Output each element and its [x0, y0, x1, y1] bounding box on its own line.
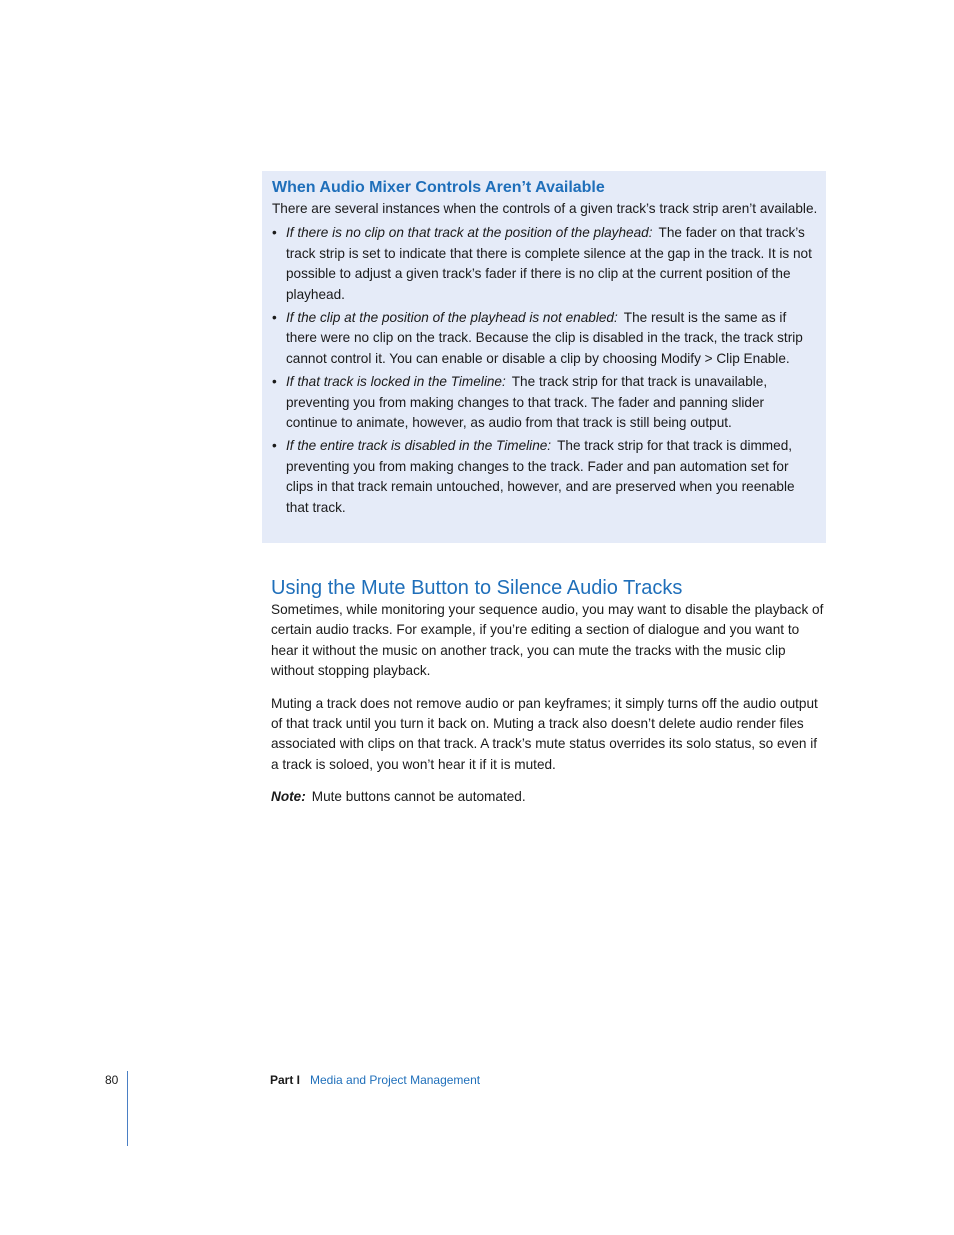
section-heading: Using the Mute Button to Silence Audio Tracks [271, 577, 683, 599]
section-body [271, 600, 827, 820]
footer-running-head [270, 1073, 480, 1087]
item-text: The track strip for that track is dimmed, preventing you from making changes to the track. Fader and pan automation set for clips in that track remain untouched, however, and are preserved when you reenable that track. [286, 438, 795, 515]
sidebar-title: When Audio Mixer Controls Aren’t Available [272, 179, 605, 196]
page-number: 80 [105, 1073, 119, 1087]
item-lead: If there is no clip on that track at the position of the playhead: [286, 225, 653, 241]
footer-part-label: Part I [270, 1073, 301, 1087]
list-item [272, 436, 816, 518]
bullet-icon: • [272, 374, 277, 390]
body-paragraph: Sometimes, while monitoring your sequence audio, you may want to disable the playback of certain audio tracks. For example, if you’re editing a section of dialogue and you want to hear it without the music on another track, you can mute the tracks with the music clip without stopping playback. [271, 602, 824, 679]
list-item [272, 308, 816, 369]
bullet-icon: • [272, 438, 277, 454]
item-lead: If the clip at the position of the playhead is not enabled: [286, 310, 618, 326]
note-text: Mute buttons cannot be automated. [311, 789, 526, 805]
sidebar-box [262, 171, 826, 543]
bullet-icon: • [272, 310, 277, 326]
item-text: The fader on that track’s track strip is set to indicate that there is complete silence at the gap in the track. It is not possible to adjust a given track’s fader if there is no clip at the current position of the playhead. [286, 225, 812, 302]
list-item [272, 223, 816, 305]
sidebar-intro: There are several instances when the controls of a given track’s track strip aren’t available. [272, 201, 818, 216]
item-text: The track strip for that track is unavailable, preventing you from making changes to that track. The fader and panning slider continue to animate, however, as audio from that track is still being output. [286, 374, 768, 431]
body-paragraph: Muting a track does not remove audio or pan keyframes; it simply turns off the audio output of that track until you turn it back on. Muting a track also doesn’t delete audio render files associated with clips on that track. A track’s mute status overrides its solo status, so even if a track is soloed, you won’t hear it if it is muted. [271, 695, 818, 772]
footer-divider [127, 1071, 128, 1146]
item-text: The result is the same as if there were no clip on the track. Because the clip is disabled in the track, the track strip cannot control it. You can enable or disable a clip by choosing Modify > Clip Enable. [286, 310, 803, 366]
list-item [272, 372, 816, 433]
note-paragraph [271, 787, 827, 807]
bullet-list [272, 223, 816, 518]
item-lead: If the entire track is disabled in the Timeline: [286, 438, 552, 454]
item-lead: If that track is locked in the Timeline: [286, 374, 506, 390]
bullet-icon: • [272, 225, 277, 241]
footer-chapter-title: Media and Project Management [310, 1073, 481, 1087]
note-label: Note: [271, 789, 306, 805]
